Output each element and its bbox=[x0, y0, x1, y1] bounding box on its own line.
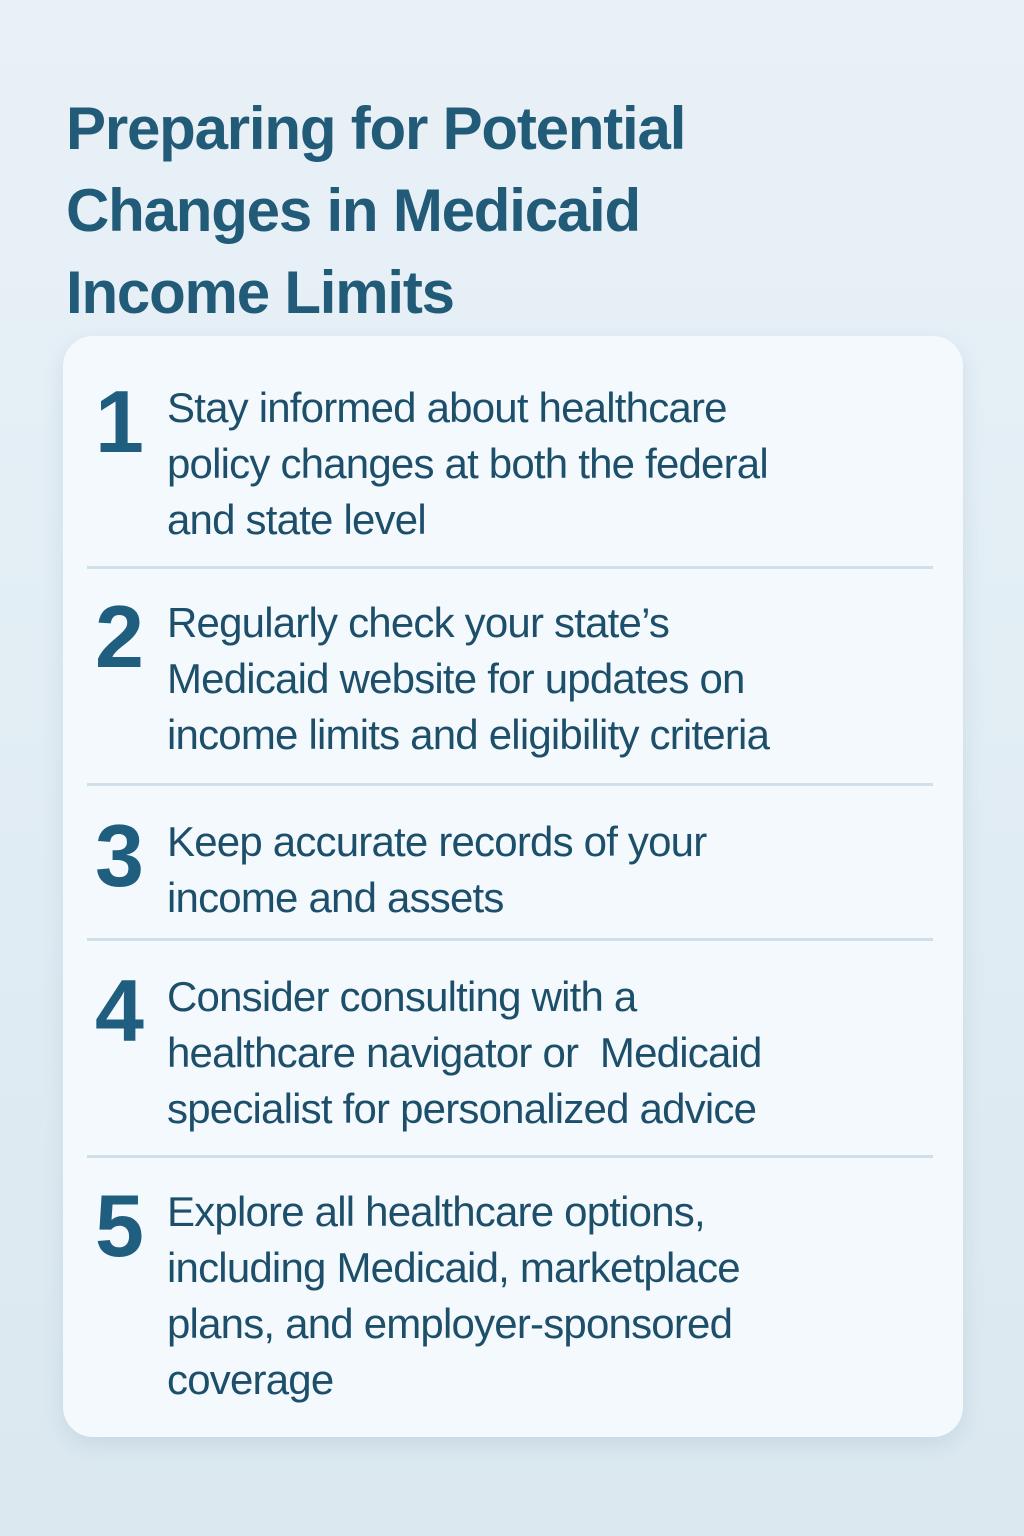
item-number: 2 bbox=[95, 587, 142, 686]
page-title-line: Changes in Medicaid bbox=[66, 177, 640, 245]
item-text-line: income limits and eligibility criteria bbox=[167, 711, 770, 758]
item-text-line: Regularly check your state’s bbox=[167, 599, 670, 646]
list-item bbox=[87, 566, 933, 783]
item-text-line: specialist for personalized advice bbox=[167, 1085, 757, 1132]
item-text bbox=[167, 1184, 933, 1408]
item-text-line: coverage bbox=[167, 1356, 334, 1403]
item-text bbox=[167, 595, 933, 763]
item-number: 5 bbox=[95, 1176, 142, 1275]
item-text-line: plans, and employer-sponsored bbox=[167, 1300, 733, 1347]
list-item bbox=[87, 356, 933, 566]
item-text-line: and state level bbox=[167, 496, 426, 543]
page-title-line: Preparing for Potential bbox=[66, 95, 686, 163]
item-text bbox=[167, 380, 933, 548]
page-title bbox=[66, 88, 685, 334]
item-number: 4 bbox=[95, 961, 142, 1060]
item-text-line: Keep accurate records of your bbox=[167, 818, 707, 865]
tips-card bbox=[63, 336, 963, 1437]
item-text bbox=[167, 814, 933, 926]
item-text-line: income and assets bbox=[167, 874, 504, 921]
item-text-line: healthcare navigator or Medicaid bbox=[167, 1029, 762, 1076]
item-text-line: Consider consulting with a bbox=[167, 973, 637, 1020]
item-text-line: Explore all healthcare options, bbox=[167, 1188, 705, 1235]
item-text-line: Medicaid website for updates on bbox=[167, 655, 745, 702]
item-text-line: policy changes at both the federal bbox=[167, 440, 768, 487]
list-item bbox=[87, 938, 933, 1155]
list-item bbox=[87, 783, 933, 938]
item-number: 1 bbox=[95, 372, 142, 471]
list-item bbox=[87, 1155, 933, 1408]
item-number: 3 bbox=[95, 806, 142, 905]
page-title-line: Income Limits bbox=[66, 259, 454, 327]
item-text bbox=[167, 969, 933, 1137]
item-text-line: Stay informed about healthcare bbox=[167, 384, 727, 431]
item-text-line: including Medicaid, marketplace bbox=[167, 1244, 740, 1291]
